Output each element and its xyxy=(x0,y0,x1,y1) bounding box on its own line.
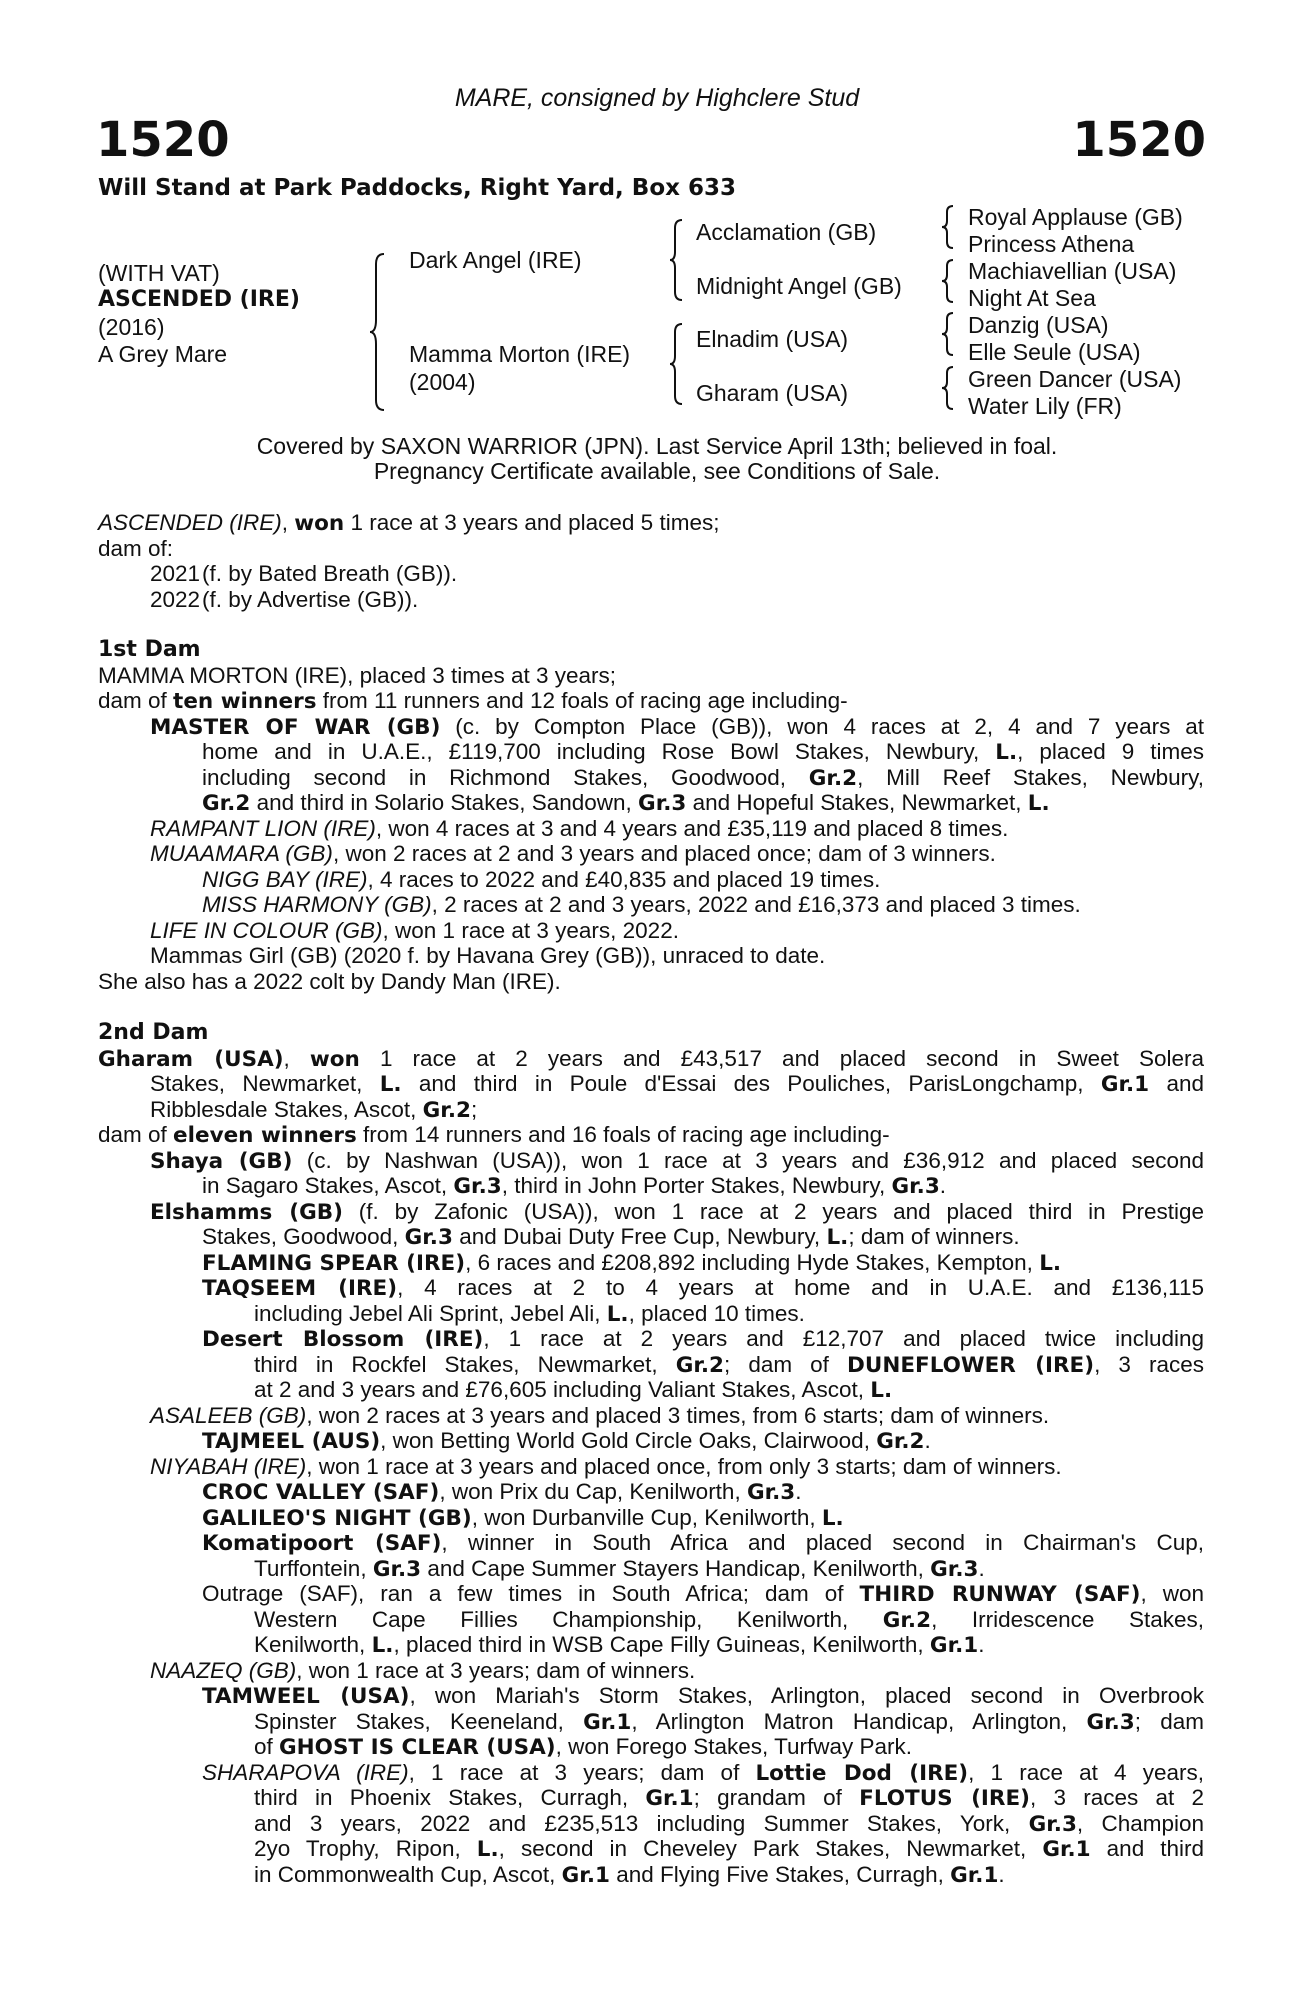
produce-2021: 2021(f. by Bated Breath (GB)). xyxy=(150,561,458,586)
brace-ds xyxy=(940,311,958,357)
stand-location: Will Stand at Park Paddocks, Right Yard, Box 633 xyxy=(98,175,736,201)
horse-name: ASCENDED (IRE) xyxy=(98,287,300,312)
tajmeel-line: TAJMEEL (AUS), won Betting World Gold Circle Oaks, Clairwood, Gr.2. xyxy=(202,1428,931,1454)
sharapova-line-1: SHARAPOVA (IRE), 1 race at 3 years; dam of Lottie Dod (IRE), 1 race at 4 years, xyxy=(202,1759,1204,1785)
dam-of-label: dam of: xyxy=(98,535,174,561)
outrage-line-1: Outrage (SAF), ran a few times in South Africa; dam of THIRD RUNWAY (SAF), won xyxy=(202,1581,1204,1607)
consignment-line: MARE, consigned by Highclere Stud xyxy=(454,84,860,112)
sire-sire: Acclamation (GB) xyxy=(696,219,877,245)
dam: Mamma Morton (IRE) xyxy=(409,341,631,367)
brace-ss xyxy=(940,204,958,250)
mow-line-3: including second in Richmond Stakes, Goodwood, Gr.2, Mill Reef Stakes, Newbury, xyxy=(202,764,1204,790)
mow-line-2: home and in U.A.E., £119,700 including Rose Bowl Stakes, Newbury, L., placed 9 times xyxy=(202,739,1204,765)
komatipoort-line-2: Turffontein, Gr.3 and Cape Summer Stayers Handicap, Kenilworth, Gr.3. xyxy=(254,1555,985,1582)
tamweel-line-3: of GHOST IS CLEAR (USA), won Forego Stakes, Turfway Park. xyxy=(254,1734,913,1760)
horse-year: (2016) xyxy=(98,314,165,340)
elshamms-line-2: Stakes, Goodwood, Gr.3 and Dubai Duty Free Cup, Newbury, L.; dam of winners. xyxy=(202,1224,1020,1250)
ancestor-sdd: Night At Sea xyxy=(968,285,1096,311)
rampant-lion-line: RAMPANT LION (IRE), won 4 races at 3 and 4 years and £35,119 and placed 8 times. xyxy=(150,815,1009,841)
dam-dam: Gharam (USA) xyxy=(696,380,849,406)
taqseem-line-2: including Jebel Ali Sprint, Jebel Ali, L., placed 10 times. xyxy=(254,1300,805,1327)
brace-dam xyxy=(668,322,688,406)
naazeq-line: NAAZEQ (GB), won 1 race at 3 years; dam of winners. xyxy=(150,1657,696,1683)
brace-sd xyxy=(940,258,958,304)
first-dam-section xyxy=(98,637,1204,994)
ancestor-sss: Royal Applause (GB) xyxy=(968,204,1183,230)
croc-valley-line: CROC VALLEY (SAF), won Prix du Cap, Kenilworth, Gr.3. xyxy=(202,1479,802,1505)
mare-record xyxy=(98,510,1204,612)
lot-number-right: 1520 xyxy=(1072,112,1206,168)
asaleeb-line: ASALEEB (GB), won 2 races at 3 years and placed 3 times, from 6 starts; dam of winners. xyxy=(150,1402,1050,1428)
elshamms-line-1: Elshamms (GB) (f. by Zafonic (USA)), won 1 race at 2 years and placed third in Prestige xyxy=(150,1198,1204,1224)
covered-line-2: Pregnancy Certificate available, see Conditions of Sale. xyxy=(373,458,941,484)
ancestor-ssd: Princess Athena xyxy=(968,231,1135,257)
sire-dam: Midnight Angel (GB) xyxy=(696,273,902,299)
covered-note xyxy=(0,434,1314,484)
ancestor-ddd: Water Lily (FR) xyxy=(968,393,1122,419)
mammas-girl-line: Mammas Girl (GB) (2020 f. by Havana Grey (GB)), unraced to date. xyxy=(150,943,826,968)
ancestor-dss: Danzig (USA) xyxy=(968,312,1109,338)
komatipoort-line-1: Komatipoort (SAF), winner in South Africa and placed second in Chairman's Cup, xyxy=(202,1530,1204,1556)
vat-label: (WITH VAT) xyxy=(98,260,220,286)
second-dam-section xyxy=(98,1020,1204,1887)
intro-line: ASCENDED (IRE), won 1 race at 3 years and placed 5 times; xyxy=(98,510,720,536)
ancestor-dsd: Elle Seule (USA) xyxy=(968,339,1141,365)
sire: Dark Angel (IRE) xyxy=(409,247,582,273)
dam-sire: Elnadim (USA) xyxy=(696,326,849,352)
taqseem-line-1: TAQSEEM (IRE), 4 races at 2 to 4 years at home and in U.A.E. and £136,115 xyxy=(202,1275,1204,1301)
shaya-line-1: Shaya (GB) (c. by Nashwan (USA)), won 1 race at 3 years and £36,912 and placed second xyxy=(150,1147,1204,1173)
tamweel-line-1: TAMWEEL (USA), won Mariah's Storm Stakes, Arlington, placed second in Overbrook xyxy=(202,1683,1204,1709)
second-dam-heading: 2nd Dam xyxy=(98,1020,209,1045)
first-dam-line-1: MAMMA MORTON (IRE), placed 3 times at 3 years; xyxy=(98,662,617,688)
horse-description: A Grey Mare xyxy=(98,341,228,367)
desert-blossom-line-1: Desert Blossom (IRE), 1 race at 2 years and £12,707 and placed twice including xyxy=(202,1326,1204,1352)
gharam-line-2: Stakes, Newmarket, L. and third in Poule d'Essai des Pouliches, ParisLongchamp, Gr.1 and xyxy=(150,1071,1204,1097)
ancestor-sds: Machiavellian (USA) xyxy=(968,258,1177,284)
gharam-line-3: Ribblesdale Stakes, Ascot, Gr.2; xyxy=(150,1096,478,1123)
first-dam-heading: 1st Dam xyxy=(98,637,201,662)
brace-dd xyxy=(940,365,958,411)
sharapova-line-4: 2yo Trophy, Ripon, L., second in Cheveley Park Stakes, Newmarket, Gr.1 and third xyxy=(254,1836,1204,1862)
covered-line-1: Covered by SAXON WARRIOR (JPN). Last Service April 13th; believed in foal. xyxy=(256,433,1058,459)
ancestor-dds: Green Dancer (USA) xyxy=(968,366,1182,392)
mow-line-4: Gr.2 and third in Solario Stakes, Sandown, Gr.3 and Hopeful Stakes, Newmarket, L. xyxy=(202,790,1050,816)
tamweel-line-2: Spinster Stakes, Keeneland, Gr.1, Arlington Matron Handicap, Arlington, Gr.3; dam xyxy=(254,1708,1204,1734)
muaamara-line: MUAAMARA (GB), won 2 races at 2 and 3 years and placed once; dam of 3 winners. xyxy=(150,841,996,866)
outrage-line-2: Western Cape Fillies Championship, Kenilworth, Gr.2, Irridescence Stakes, xyxy=(254,1606,1204,1632)
shaya-line-2: in Sagaro Stakes, Ascot, Gr.3, third in John Porter Stakes, Newbury, Gr.3. xyxy=(202,1173,947,1199)
desert-blossom-line-2: third in Rockfel Stakes, Newmarket, Gr.2; dam of DUNEFLOWER (IRE), 3 races xyxy=(254,1351,1204,1377)
sharapova-line-5: in Commonwealth Cup, Ascot, Gr.1 and Flying Five Stakes, Curragh, Gr.1. xyxy=(254,1861,1005,1888)
mow-line-1: MASTER OF WAR (GB) (c. by Compton Place (GB)), won 4 races at 2, 4 and 7 years at xyxy=(150,713,1204,739)
colt-line: She also has a 2022 colt by Dandy Man (IRE). xyxy=(98,968,561,994)
life-in-colour-line: LIFE IN COLOUR (GB), won 1 race at 3 years, 2022. xyxy=(150,917,679,943)
miss-harmony-line: MISS HARMONY (GB), 2 races at 2 and 3 years, 2022 and £16,373 and placed 3 times. xyxy=(202,892,1081,917)
produce-2022: 2022(f. by Advertise (GB)). xyxy=(150,586,419,612)
dam-year: (2004) xyxy=(409,369,476,395)
nigg-bay-line: NIGG BAY (IRE), 4 races to 2022 and £40,835 and placed 19 times. xyxy=(202,866,881,892)
niyabah-line: NIYABAH (IRE), won 1 race at 3 years and placed once, from only 3 starts; dam of winners. xyxy=(150,1453,1062,1479)
brace-sire xyxy=(668,218,688,302)
brace-main xyxy=(368,252,390,412)
sharapova-line-3: and 3 years, 2022 and £235,513 including Summer Stakes, York, Gr.3, Champion xyxy=(254,1810,1204,1836)
first-dam-line-2: dam of ten winners from 11 runners and 12 foals of racing age including- xyxy=(98,688,848,714)
outrage-line-3: Kenilworth, L., placed third in WSB Cape Filly Guineas, Kenilworth, Gr.1. xyxy=(254,1632,985,1658)
gharam-dam-of: dam of eleven winners from 14 runners and 16 foals of racing age including- xyxy=(98,1122,890,1148)
gharam-line-1: Gharam (USA), won 1 race at 2 years and £43,517 and placed second in Sweet Solera xyxy=(98,1045,1204,1071)
lot-number-left: 1520 xyxy=(96,112,230,168)
sharapova-line-2: third in Phoenix Stakes, Curragh, Gr.1; grandam of FLOTUS (IRE), 3 races at 2 xyxy=(254,1785,1204,1811)
galileos-night-line: GALILEO'S NIGHT (GB), won Durbanville Cup, Kenilworth, L. xyxy=(202,1504,844,1531)
desert-blossom-line-3: at 2 and 3 years and £76,605 including Valiant Stakes, Ascot, L. xyxy=(254,1377,893,1403)
flaming-spear-line: FLAMING SPEAR (IRE), 6 races and £208,892 including Hyde Stakes, Kempton, L. xyxy=(202,1249,1062,1276)
